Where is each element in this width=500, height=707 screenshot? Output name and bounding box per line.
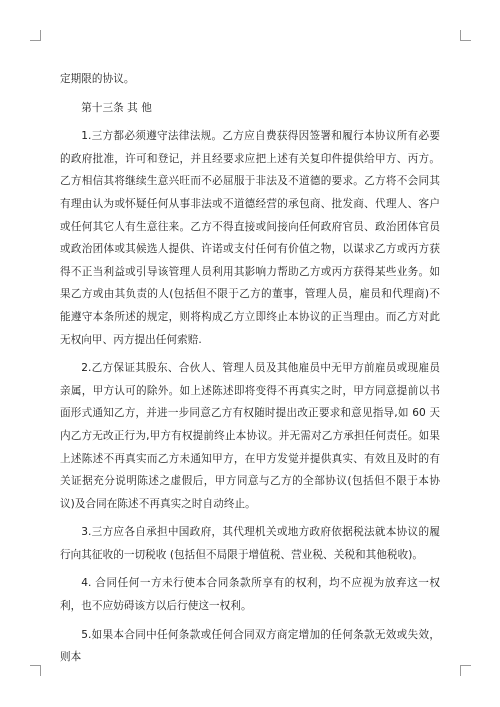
crop-mark-top-right [460,30,471,41]
paragraph-continuation: 定期限的协议。 [60,73,135,85]
crop-mark-top-left [30,30,41,41]
clause-4: 4. 合同任何一方未行使本合同条款所享有的权利，均不应视为放弃这一权利，也不应妨碍该方以后行使这一权利。 [60,577,440,613]
crop-mark-bottom-left [30,665,41,676]
clause-5: 5.如果本合同中任何条款或任何合同双方商定增加的任何条款无效或失效，则本 [60,628,440,664]
clause-1: 1.三方都必须遵守法律法规。乙方应自费获得因签署和履行本协议所有必要的政府批准，许可和登记，并且经要求应把上述有关复印件提供给甲方、丙方。乙方相信其将继续生意兴旺而不必屈服于非法及不道德的要求。乙方将不会同其有理由认为或怀疑任何从事非法或不道德经营的承包商、批发商、代理人、客户或任何其它人有生意往来。乙方不得直接或间接向任何政府官员、政治团体官员或政治团体或其候选人提供、许诺或支付任何有价值之物，以谋求乙方或丙方获得不正当利益或引导该管理人员利用其影响力帮助乙方或丙方获得某些业务。如果乙方或由其负责的人(包括但不限于乙方的董事，管理人员，雇员和代理商)不能遵守本条所述的规定，则将构成乙方立即终止本协议的正当理由。而乙方对此无权向甲、丙方提出任何索赔. [60,130,440,346]
document-body [60,68,440,669]
clause-2: 2.乙方保证其股东、合伙人、管理人员及其他雇员中无甲方前雇员或现雇员亲属，甲方认可的除外。如上述陈述即将变得不再真实之时，甲方同意提前以书面形式通知乙方，并进一步同意乙方有权随时提出改正要求和意见指导,如 60 天内乙方无改正行为,甲方有权提前终止本协议。并无需对乙方承担任何责任。如果上述陈述不再真实而乙方未通知甲方，在甲方发觉并提供真实、有效且及时的有关证据充分说明陈述之虚假后，甲方同意与乙方的全部协议(包括但不限于本协议)及合同在陈述不再真实之时自动终止。 [60,362,440,510]
article-heading: 第十三条 其 他 [81,101,152,114]
crop-mark-bottom-right [460,665,471,676]
clause-3: 3.三方应各自承担中国政府，其代理机关或地方政府依据税法就本协议的履行向其征收的一切税收 (包括但不局限于增值税、营业税、关税和其他税收)。 [60,526,440,561]
